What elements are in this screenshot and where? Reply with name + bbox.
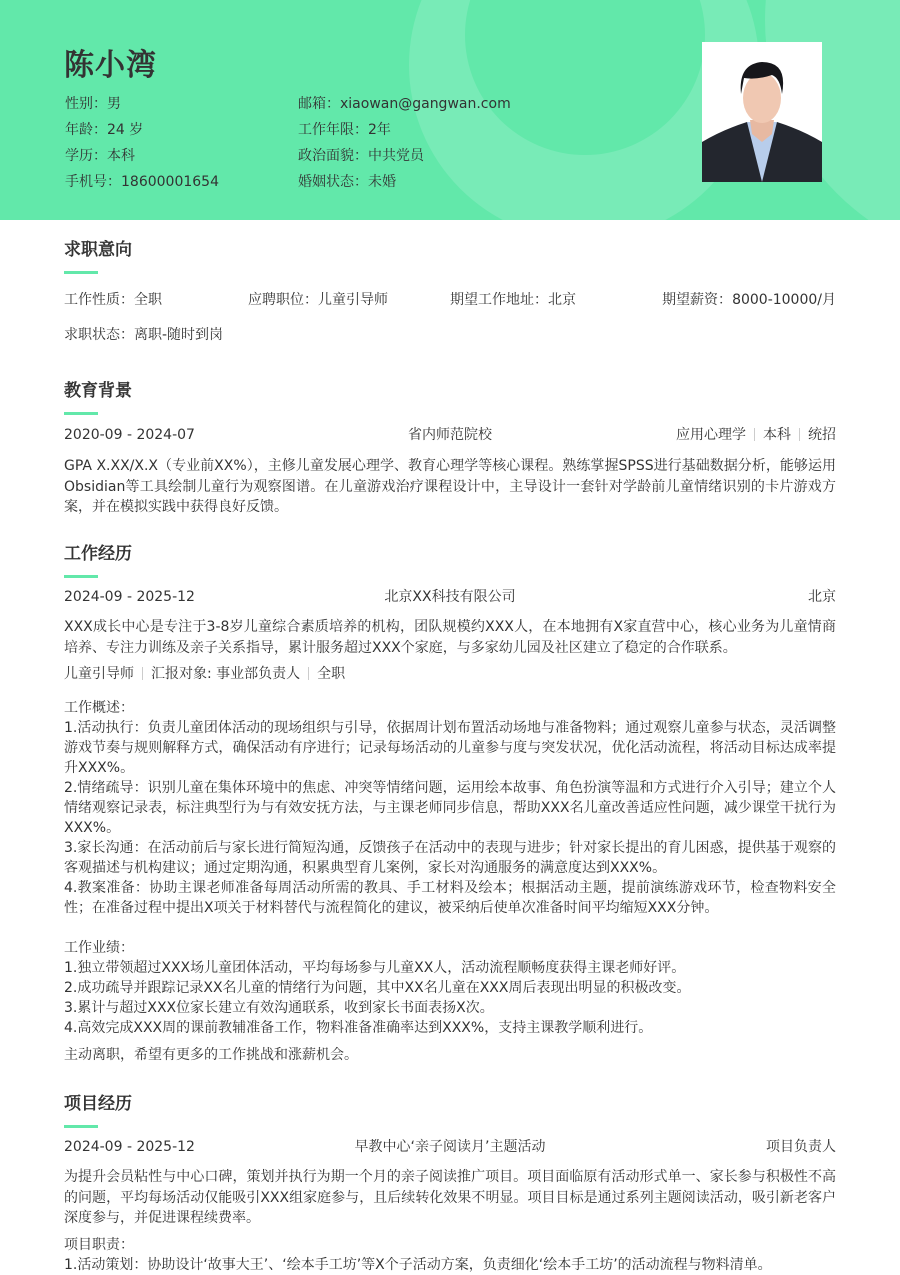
info-years: 工作年限：2年 bbox=[298, 122, 391, 138]
portrait-photo bbox=[702, 42, 822, 182]
info-email: 邮箱：xiaowan@gangwan.com bbox=[298, 96, 511, 112]
education-row: 2020-09 - 2024-07 省内师范院校 应用心理学 本科 统招 bbox=[64, 427, 836, 443]
info-gender: 性别：男 bbox=[65, 96, 121, 112]
work-row: 2024-09 - 2025-12 北京XX科技有限公司 北京 bbox=[64, 589, 836, 605]
work-tags: 儿童引导师 汇报对象: 事业部负责人 全职 bbox=[64, 666, 346, 682]
info-age: 年龄：24 岁 bbox=[65, 122, 144, 138]
basic-info-left bbox=[65, 91, 219, 195]
basic-info-right bbox=[298, 91, 511, 195]
section-title: 教育背景 bbox=[64, 381, 132, 401]
section-education bbox=[64, 379, 836, 518]
work-overview: 工作概述： 1.活动执行：负责儿童团体活动的现场组织与引导，依据周计划布置活动场地与准备物料；通过观察儿童参与状态，灵活调整游戏节奏与规则解释方式，确保活动有序进行；记录每场活动的儿童参与度与突发状况，优化活动流程，将活动目标达成率提升XXX%。 2.情绪疏导：识别儿童在集体环境中的焦虑、冲突等情绪问题，运用绘本故事、角色扮演等温和方式进行介入引导；建立个人情绪观察记录表，标注典型行为与有效安抚方法，与主课老师同步信息，帮助XXX名儿童改善适应性问题，减少课堂干扰行为XXX%。 3.家长沟通：在活动前后与家长进行简短沟通，反馈孩子在活动中的表现与进步；针对家长提出的育儿困惑，提供基于观察的客观描述与机构建议；通过定期沟通，积累典型育儿案例，家长对沟通服务的满意度达到XXX%。 4.教案准备：协助主课老师准备每周活动所需的教具、手工材料及绘本；根据活动主题，提前演练游戏环节，检查物料安全性；在准备过程中提出X项关于材料替代与流程简化的建议，被采纳后使单次准备时间平均缩短XXX分钟。 工作业绩： 1.独立带领超过XXX场儿童团体活动，平均每场参与儿童XX人，活动流程顺畅度获得主课老师好评。 2.成功疏导并跟踪记录XX名儿童的情绪行为问题，其中XX名儿童在XXX周后表现出明显的积极改变。 3.累计与超过XXX位家长建立有效沟通联系，收到家长书面表扬X次。 4.高效完成XXX周的课前教辅准备工作，物料准备准确率达到XXX%，支持主课教学顺利进行。 bbox=[64, 700, 836, 1036]
candidate-name: 陈小湾 bbox=[64, 48, 157, 83]
info-phone: 手机号：18600001654 bbox=[65, 174, 219, 190]
intent-status: 求职状态：离职-随时到岗 bbox=[64, 327, 224, 343]
info-education: 学历：本科 bbox=[65, 148, 135, 164]
title-underline bbox=[64, 1125, 98, 1128]
section-work bbox=[64, 542, 836, 1066]
title-underline bbox=[64, 575, 98, 578]
company-intro: XXX成长中心是专注于3-8岁儿童综合素质培养的机构，团队规模约XXX人，在本地拥有X家直营中心，核心业务为儿童情商培养、专注力训练及亲子关系指导，累计服务超过XXX个家庭，与多家幼儿园及社区建立了稳定的合作联系。 bbox=[64, 619, 836, 656]
info-political: 政治面貌：中共党员 bbox=[298, 148, 424, 164]
project-row: 2024-09 - 2025-12 早教中心‘亲子阅读月’主题活动 项目负责人 bbox=[64, 1139, 836, 1155]
leave-reason: 主动离职，希望有更多的工作挑战和涨薪机会。 bbox=[64, 1047, 358, 1063]
section-job-intent bbox=[64, 238, 836, 345]
section-title: 求职意向 bbox=[64, 240, 132, 260]
intent-row: 工作性质：全职 应聘职位：儿童引导师 期望工作地址：北京 期望薪资：8000-10000/月 bbox=[64, 292, 836, 308]
section-title: 工作经历 bbox=[64, 544, 132, 564]
section-project bbox=[64, 1092, 836, 1275]
title-underline bbox=[64, 271, 98, 274]
project-duties: 项目职责： 1.活动策划：协助设计‘故事大王’、‘绘本手工坊’等X个子活动方案，负责细化‘绘本手工坊’的活动流程与物料清单。 bbox=[64, 1236, 772, 1273]
resume-header bbox=[0, 0, 900, 220]
section-title: 项目经历 bbox=[64, 1094, 132, 1114]
education-desc: GPA X.XX/X.X（专业前XX%），主修儿童发展心理学、教育心理学等核心课程。熟练掌握SPSS进行基础数据分析，能够运用Obsidian等工具绘制儿童行为观察图谱。在儿童游戏治疗课程设计中，主导设计一套针对学龄前儿童情绪识别的卡片游戏方案，并在模拟实践中获得良好反馈。 bbox=[64, 458, 836, 515]
info-marital: 婚姻状态：未婚 bbox=[298, 174, 396, 190]
title-underline bbox=[64, 412, 98, 415]
project-desc: 为提升会员粘性与中心口碑，策划并执行为期一个月的亲子阅读推广项目。项目面临原有活动形式单一、家长参与积极性不高的问题，平均每场活动仅能吸引XXX组家庭参与，且后续转化效果不明显。项目目标是通过系列主题阅读活动，吸引新老客户深度参与，并促进课程续费率。 bbox=[64, 1169, 836, 1226]
